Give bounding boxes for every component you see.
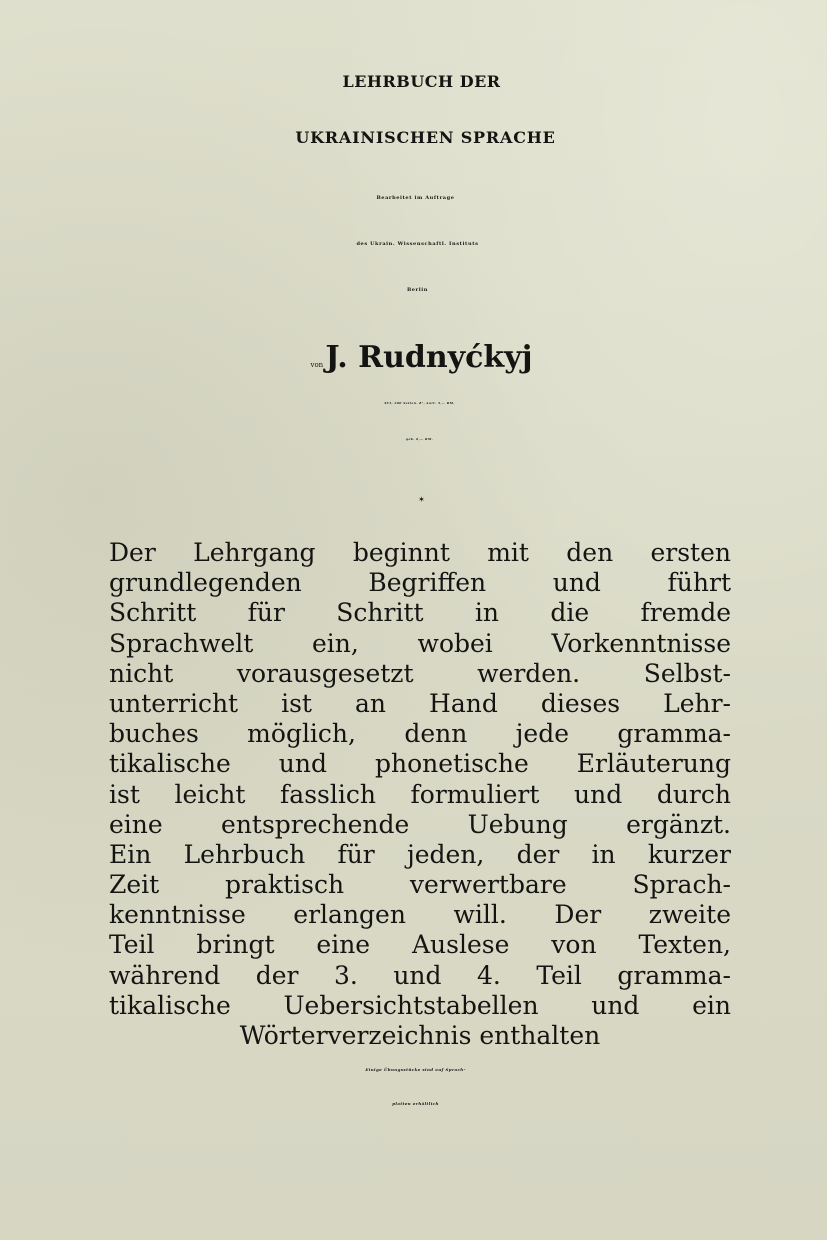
subtitle-line-1: Bearbeitet im Auftrage (376, 195, 455, 201)
note-line-2: platten erhältlich (392, 1101, 439, 1106)
description-line: tikalische Uebersichtstabellen und ein (109, 990, 731, 1020)
description-line: eine entsprechende Uebung ergänzt. (109, 809, 731, 839)
description-line: nicht vorausgesetzt werden. Selbst- (109, 658, 731, 688)
description-line: buches möglich, denn jede gramma- (109, 719, 731, 749)
publication-details-line-1: XVI, 200 Seiten. 8°, kart. 5,— RM, (384, 401, 455, 405)
description-line: Ein Lehrbuch für jeden, der in kurzer (109, 839, 731, 869)
star-separator-icon: ✶ (418, 495, 425, 504)
description-line: ist leicht fasslich formuliert und durch (109, 779, 731, 809)
publication-details-line-2: geb. 6,— RM. (405, 437, 434, 441)
description-line: Zeit praktisch verwertbare Sprach- (109, 870, 731, 900)
description-line: Schritt für Schritt in die fremde (109, 598, 731, 628)
description-line: tikalische und phonetische Erläuterung (109, 749, 731, 779)
title-line-2: UKRAINISCHEN SPRACHE (295, 128, 556, 147)
description-line: kenntnisse erlangen will. Der zweite (109, 900, 731, 930)
subtitle-line-3: Berlin (406, 287, 429, 293)
description-line: Wörterverzeichnis enthalten (239, 1021, 601, 1050)
description-line: Teil bringt eine Auslese von Texten, (109, 930, 731, 960)
description-line: Sprachwelt ein, wobei Vorkenntnisse (109, 628, 731, 658)
title-line-1: LEHRBUCH DER (342, 72, 501, 91)
description-line: grundlegenden Begriffen und führt (109, 568, 731, 598)
author-name: J. Rudnyćkyj (325, 340, 533, 375)
author-prefix: von (310, 361, 324, 369)
description-line: während der 3. und 4. Teil gramma- (109, 960, 731, 990)
subtitle-line-2: des Ukrain. Wissenschaftl. Instituts (356, 241, 479, 247)
description-paragraph (109, 538, 731, 1051)
description-line: unterricht ist an Hand dieses Lehr- (109, 688, 731, 718)
description-line: Der Lehrgang beginnt mit den ersten (109, 538, 731, 567)
note-line-1: Einige Übungsstücke sind auf Sprach- (365, 1067, 466, 1072)
author-line (8, 340, 827, 375)
